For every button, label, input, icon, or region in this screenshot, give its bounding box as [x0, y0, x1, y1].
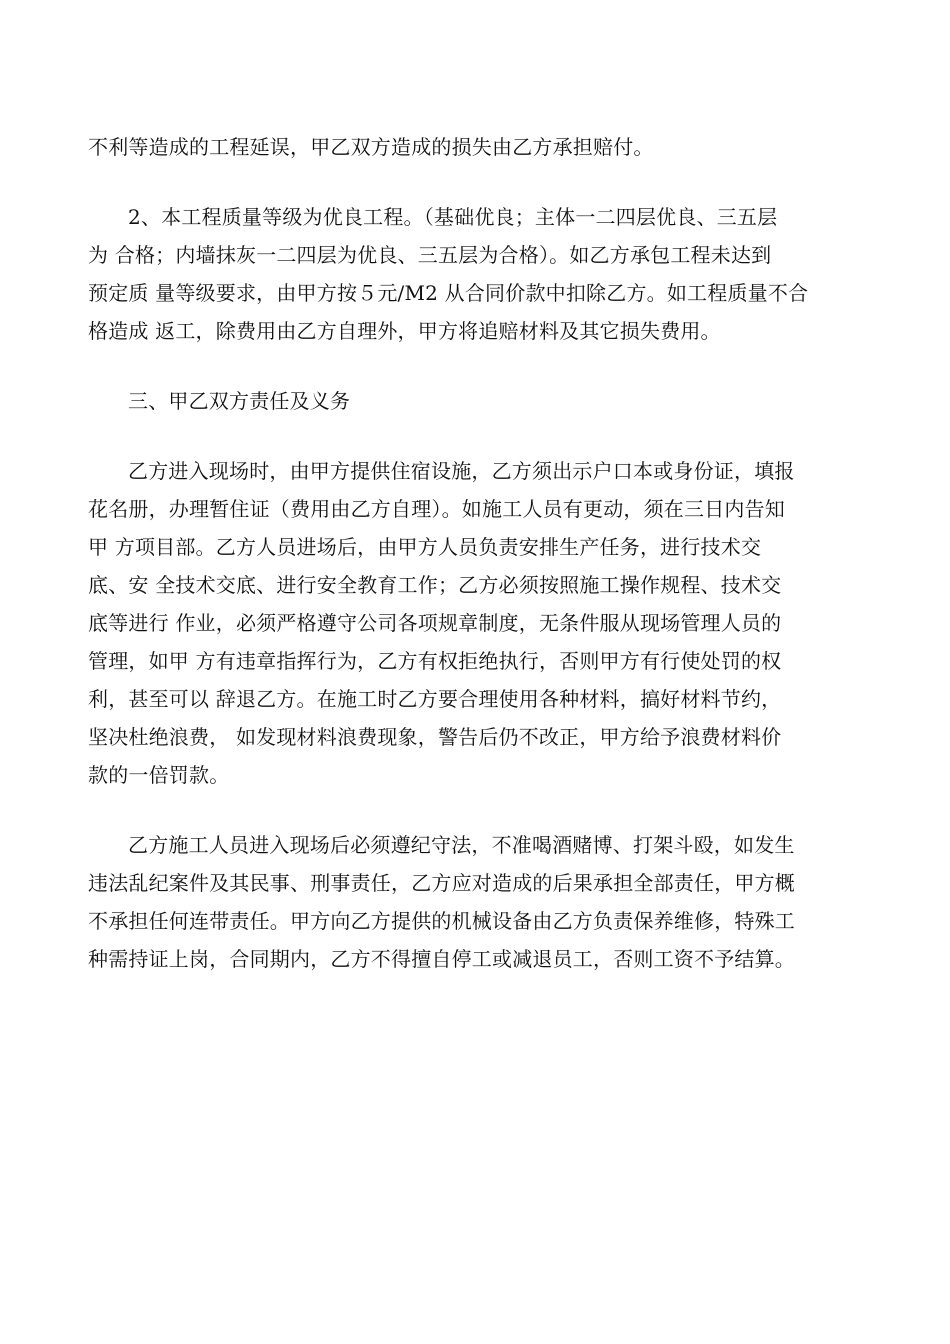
text-line: 花名册，办理暂住证（费用由乙方自理）。如施工人员有更动，须在三日内告知 — [88, 497, 785, 521]
text-line: 预定质 量等级要求，由甲方按５元/M2 从合同价款中扣除乙方。如工程质量不合 — [88, 281, 809, 305]
section-heading — [88, 382, 870, 420]
heading-text: 三、甲乙双方责任及义务 — [128, 389, 351, 413]
text-line: 种需持证上岗，合同期内，乙方不得擅自停工或减退员工，否则工资不予结算。 — [88, 947, 795, 971]
paragraph-conduct — [88, 826, 870, 978]
text-line: 款的一倍罚款。 — [88, 763, 230, 787]
text-line: 底等进行 作业，必须严格遵守公司各项规章制度，无条件服从现场管理人员的 — [88, 611, 782, 635]
paragraph-quality-grade — [88, 198, 870, 350]
text-line: 利，甚至可以 辞退乙方。在施工时乙方要合理使用各种材料，搞好材料节约， — [88, 687, 782, 711]
paragraph-site-entry — [88, 452, 870, 794]
text-line: 格造成 返工，除费用由乙方自理外，甲方将追赔材料及其它损失费用。 — [88, 319, 721, 343]
text-line: 底、安 全技术交底、进行安全教育工作；乙方必须按照施工操作规程、技术交 — [88, 573, 782, 597]
text-line: 乙方进入现场时，由甲方提供住宿设施，乙方须出示户口本或身份证，填报 — [128, 459, 795, 483]
text-line: 为 合格；内墙抹灰一二四层为优良、三五层为合格）。如乙方承包工程未达到 — [88, 243, 772, 267]
text-line: 不利等造成的工程延误，甲乙双方造成的损失由乙方承担赔付。 — [88, 135, 654, 159]
text-line: 2、本工程质量等级为优良工程。（基础优良；主体一二四层优良、三五层 — [128, 205, 778, 229]
paragraph-1 — [88, 128, 870, 166]
document-body — [88, 128, 870, 978]
text-line: 乙方施工人员进入现场后必须遵纪守法，不准喝酒赌博、打架斗殴，如发生 — [128, 833, 795, 857]
text-line: 不承担任何连带责任。甲方向乙方提供的机械设备由乙方负责保养维修，特殊工 — [88, 909, 795, 933]
text-line: 坚决杜绝浪费， 如发现材料浪费现象，警告后仍不改正，甲方给予浪费材料价 — [88, 725, 782, 749]
text-line: 违法乱纪案件及其民事、刑事责任，乙方应对造成的后果承担全部责任，甲方概 — [88, 871, 795, 895]
text-line: 管理，如甲 方有违章指挥行为，乙方有权拒绝执行，否则甲方有行使处罚的权 — [88, 649, 782, 673]
text-line: 甲 方项目部。乙方人员进场后，由甲方人员负责安排生产任务，进行技术交 — [88, 535, 762, 559]
